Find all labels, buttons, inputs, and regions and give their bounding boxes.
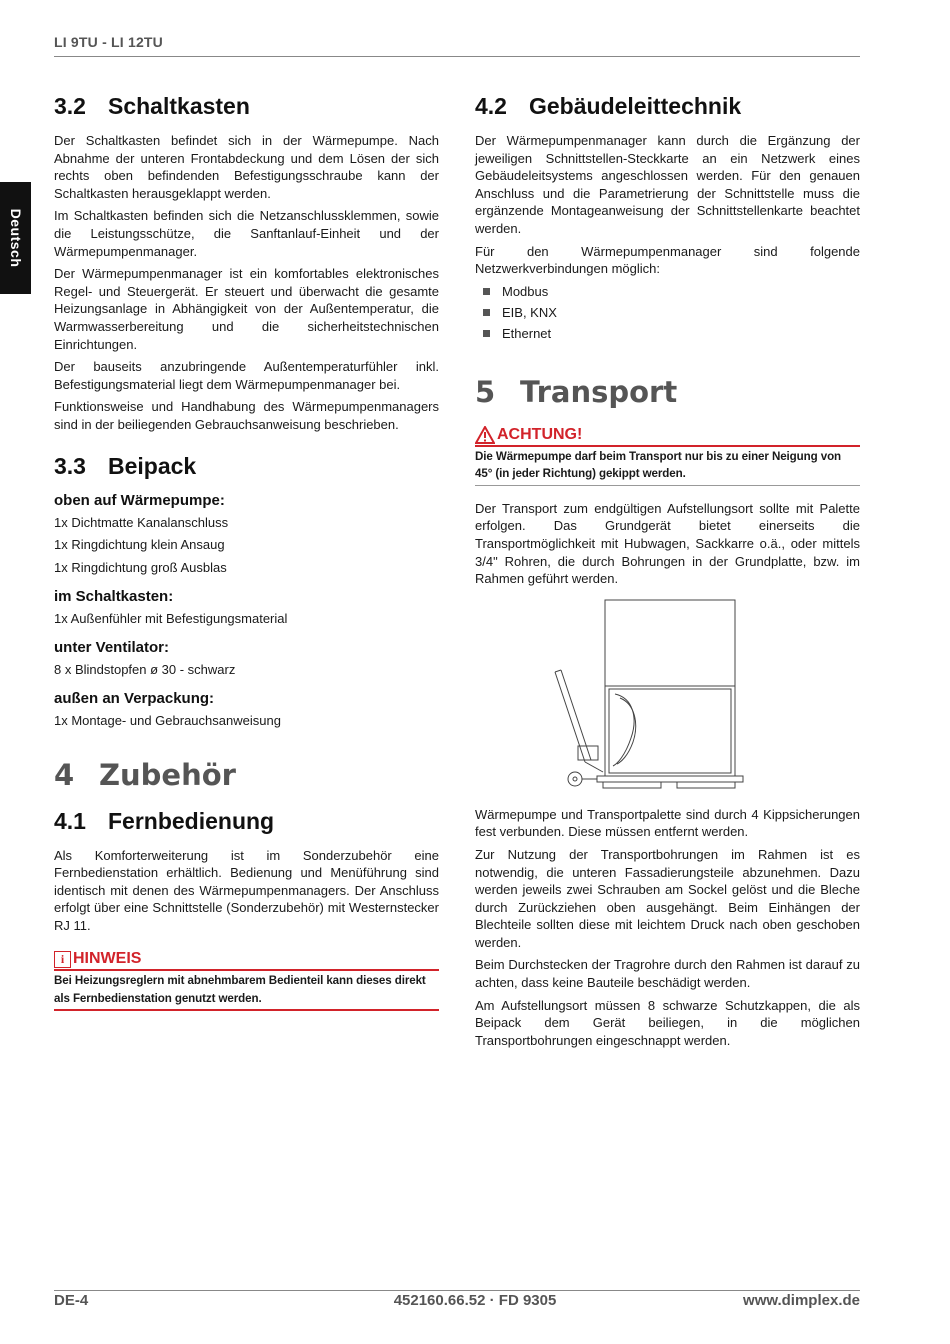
left-column xyxy=(54,92,439,1011)
list-item: 1x Außenfühler mit Befestigungsmaterial xyxy=(54,610,288,626)
language-tab-label: Deutsch xyxy=(7,208,24,268)
info-icon: i xyxy=(54,951,71,968)
paragraph: Beim Durchstecken der Tragrohre durch den Rahmen ist darauf zu achten, dass keine Bauteile beschädigt werden. xyxy=(475,957,860,991)
footer-rule xyxy=(54,1290,860,1291)
hinweis-notice xyxy=(54,950,439,1011)
notice-text: Bei Heizungsreglern mit abnehmbarem Bedienteil kann dieses direkt als Fernbedienstation genutzt werden. xyxy=(54,974,426,1005)
right-column xyxy=(475,92,860,1054)
section-heading-4-1: 4.1 Fernbedienung xyxy=(54,807,275,834)
paragraph: Am Aufstellungsort müssen 8 schwarze Schutzkappen, die als Beipack dem Gerät beiliegen, in die möglichen Transportbohrungen eingeschnappt werden. xyxy=(475,997,860,1048)
paragraph: Der bauseits anzubringende Außentemperaturfühler inkl. Befestigungsmaterial liegt dem Wärmepumpenmanager bei. xyxy=(54,359,439,392)
heat-pump-on-pallet-drawing xyxy=(475,594,860,794)
paragraph: Im Schaltkasten befinden sich die Netzanschlussklemmen, sowie die Leistungsschütze, die Sanftanlauf-Einheit und der Wärmepumpenmanager. xyxy=(54,208,439,259)
section-heading-3-2: 3.2 Schaltkasten xyxy=(54,93,250,119)
paragraph: Funktionsweise und Handhabung des Wärmepumpenmanagers sind in der beiliegenden Gebrauchsanweisung beschrieben. xyxy=(54,399,439,432)
paragraph: Der Wärmepumpenmanager kann durch die Ergänzung der jeweiligen Schnittstellen-Steckkarte an ein Netzwerk eines Gebäudeleitsystems angeschlossen werden. Für den genauen Anschluss und die Parametrierung der Schnittstelle muss die ergänzende Montageanweisung der Schnittstellenkarte beachtet werden. xyxy=(475,133,860,236)
footer-document-number: 452160.66.52 · FD 9305 xyxy=(393,1292,557,1309)
square-bullet-icon xyxy=(483,309,490,316)
chapter-heading-4: 4 Zubehör xyxy=(54,757,236,792)
paragraph: Der Wärmepumpenmanager ist ein komfortables elektronisches Regel- und Steuergerät. Er steuert und überwacht die gesamte Heizungsanlage in Abhängigkeit von der Außentemperatur, die Warmwasserbereitung und die sicherheitstechnischen Einrichtungen. xyxy=(54,266,439,352)
list-item: Ethernet xyxy=(475,325,860,342)
network-list xyxy=(475,283,860,342)
subheading: unter Ventilator: xyxy=(54,638,170,656)
paragraph: Der Schaltkasten befindet sich in der Wärmepumpe. Nach Abnahme der unteren Frontabdeckung und dem Lösen der sich rechts oben befindenden Befestigungsschraube kann der Schaltkasten herausgeklappt werden. xyxy=(54,133,439,201)
list-item: 1x Ringdichtung klein Ansaug xyxy=(54,537,225,552)
notice-header xyxy=(475,426,860,447)
notice-header xyxy=(54,950,439,971)
list-item: 8 x Blindstopfen ø 30 - schwarz xyxy=(54,661,236,677)
chapter-heading-5: 5 Transport xyxy=(475,374,678,409)
list-item: Modbus xyxy=(475,283,860,300)
paragraph: Als Komforterweiterung ist im Sonderzubehör eine Fernbedienstation erhältlich. Bedienung und Menüführung sind identisch mit denen des Wärmepumpenmanagers. Der Anschluss erfolgt über eine Schnittstelle (Sonderzubehör) mit Westernstecker RJ 11. xyxy=(54,847,439,933)
paragraph: Zur Nutzung der Transportbohrungen im Rahmen ist es notwendig, die unteren Fassadierungsteile abzunehmen. Dazu werden jeweils zwei Schrauben am Sockel gelöst und die Bleche durch Zurückziehen oben ausgehängt. Beim Einhängen der Blechteile sollten diese mit leichtem Druck nach oben geschoben werden. xyxy=(475,846,860,950)
paragraph: Wärmepumpe und Transportpalette sind durch 4 Kippsicherungen fest verbunden. Diese müssen entfernt werden. xyxy=(475,806,860,840)
subheading: oben auf Wärmepumpe: xyxy=(54,491,225,509)
list-item: 1x Ringdichtung groß Ausblas xyxy=(54,559,227,575)
notice-label: ACHTUNG! xyxy=(497,425,583,443)
warning-triangle-icon xyxy=(475,426,495,444)
page-header-title: LI 9TU - LI 12TU xyxy=(54,34,163,50)
notice-label: HINWEIS xyxy=(73,950,142,968)
paragraph: Der Transport zum endgültigen Aufstellungsort sollte mit Palette erfolgen. Das Grundgerät bietet einerseits die Transportmöglichkeit mit Hubwagen, Sackkarre o.ä., oder mittels 3/4" Rohren, die durch Bohrungen in der Grundplatte, bzw. im Rahmen geführt werden. xyxy=(475,500,860,587)
list-item: 1x Montage- und Gebrauchsanweisung xyxy=(54,712,281,728)
subheading: außen an Verpackung: xyxy=(54,689,215,707)
square-bullet-icon xyxy=(483,330,490,337)
header-rule xyxy=(54,56,860,57)
list-item: EIB, KNX xyxy=(475,304,860,321)
subheading: im Schaltkasten: xyxy=(54,587,174,605)
notice-text: Die Wärmepumpe darf beim Transport nur bis zu einer Neigung von 45° (in jeder Richtung) gekippt werden. xyxy=(475,449,842,481)
square-bullet-icon xyxy=(483,288,490,295)
section-heading-3-3: 3.3 Beipack xyxy=(54,452,197,479)
section-heading-4-2: 4.2 Gebäudeleittechnik xyxy=(475,93,742,119)
transport-illustration xyxy=(475,594,860,794)
achtung-notice xyxy=(475,426,860,486)
list-item: 1x Dichtmatte Kanalanschluss xyxy=(54,514,229,530)
footer-url: www.dimplex.de xyxy=(743,1292,860,1309)
paragraph: Für den Wärmepumpenmanager sind folgende Netzwerkverbindungen möglich: xyxy=(475,243,860,277)
footer-page-number: DE-4 xyxy=(54,1292,89,1309)
language-tab xyxy=(0,182,31,294)
